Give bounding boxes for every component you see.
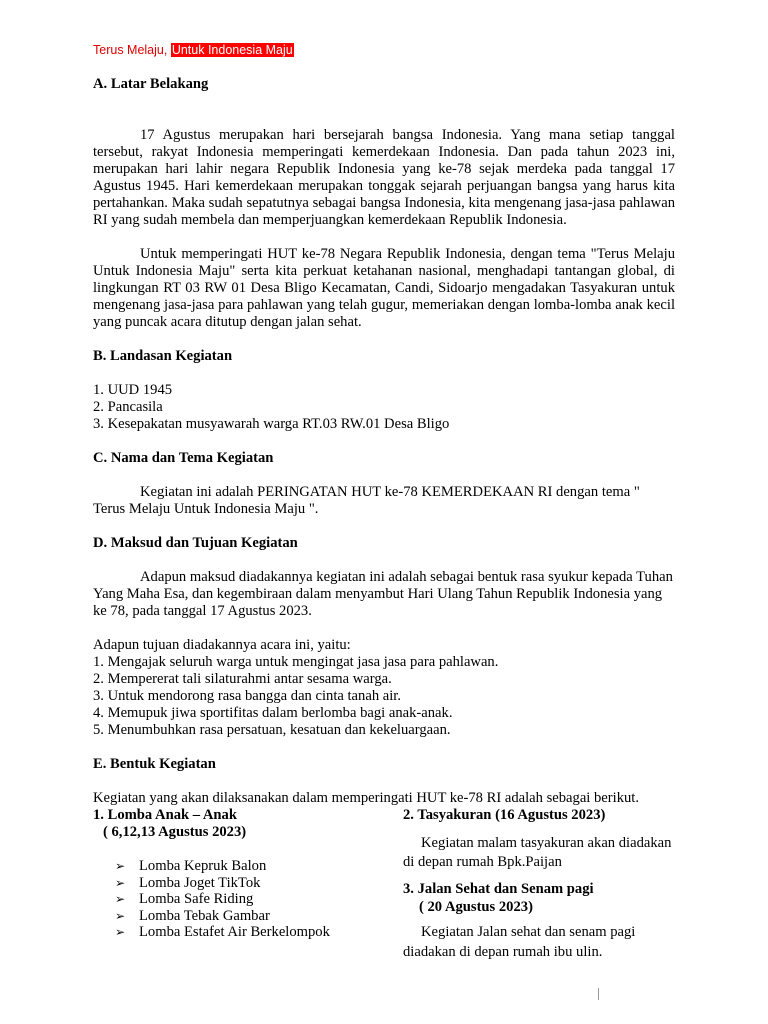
section-a-title: A. Latar Belakang xyxy=(93,76,209,92)
section-a-paragraph-2: Untuk memperingati HUT ke-78 Negara Republik Indonesia, dengan tema "Terus Melaju Untuk Indonesia Maju" serta kita perkuat ketahanan nasional, menghadapi tantangan global, di lingkungan RT 03 RW 01 Desa Bligo Kecamatan, Candi, Sidoarjo mengadakan Tasyakuran untuk mengenang jasa-jasa para pahlawan yang telah gugur, memeriakan dengan lomba-lomba anak kecil yang puncak acara ditutup dengan jalan sehat. xyxy=(93,246,675,330)
section-d-list xyxy=(93,654,675,739)
list-item: 4. Memupuk jiwa sportifitas dalam berlomba bagi anak-anak. xyxy=(93,705,453,721)
section-a-paragraph-1: 17 Agustus merupakan hari bersejarah bangsa Indonesia. Yang mana setiap tanggal tersebut, rakyat Indonesia memperingati kemerdekaan Indonesia. Dan pada tahun 2023 ini, merupakan hari lahir negara Republik Indonesia yang ke-78 sejak merdeka pada tanggal 17 Agustus 1945. Hari kemerdekaan merupakan tonggak sejarah perjuangan bangsa yang harus kita pertahankan. Maka sudah sepatutnya sebagai bangsa Indonesia, kita mengenang jasa-jasa pahlawan RI yang sudah membela dan memperjuangkan kemerdekaan Republik Indonesia. xyxy=(93,127,675,228)
list-item: ➢ Lomba Kepruk Balon xyxy=(115,858,267,874)
arrow-bullet-icon: ➢ xyxy=(115,875,126,890)
activities-columns xyxy=(93,807,675,977)
arrow-bullet-icon: ➢ xyxy=(115,892,126,906)
activity-lomba xyxy=(93,807,383,941)
list-item: ➢ Lomba Joget TikTok xyxy=(115,874,261,891)
activity-lomba-title: 1. Lomba Anak – Anak xyxy=(93,807,237,823)
section-e-intro: Kegiatan yang akan dilaksanakan dalam memperingati HUT ke-78 RI adalah sebagai berikut. xyxy=(93,790,639,806)
document-header xyxy=(93,43,294,58)
section-d-title: D. Maksud dan Tujuan Kegiatan xyxy=(93,535,298,551)
header-prefix: Terus Melaju, xyxy=(93,43,168,57)
activity-right-column xyxy=(403,807,675,962)
list-item: ➢ Lomba Tebak Gambar xyxy=(115,907,270,924)
section-c-title: C. Nama dan Tema Kegiatan xyxy=(93,450,274,466)
activity-tasyakuran-desc: Kegiatan malam tasyakuran akan diadakan di depan rumah Bpk.Paijan xyxy=(403,835,672,870)
header-highlight: Untuk Indonesia Maju xyxy=(171,43,293,57)
arrow-bullet-icon: ➢ xyxy=(115,925,126,939)
section-e-title: E. Bentuk Kegiatan xyxy=(93,756,216,772)
list-item: 2. Mempererat tali silaturahmi antar sesama warga. xyxy=(93,671,392,687)
list-item: ➢ Lomba Estafet Air Berkelompok xyxy=(115,924,330,940)
section-b-title: B. Landasan Kegiatan xyxy=(93,348,233,364)
list-item: 2. Pancasila xyxy=(93,399,163,415)
list-item: ➢ Lomba Safe Riding xyxy=(115,891,254,907)
activity-jalan-sehat-title: 3. Jalan Sehat dan Senam pagi xyxy=(403,881,594,897)
section-c-paragraph: Kegiatan ini adalah PERINGATAN HUT ke-78 KEMERDEKAAN RI dengan tema " Terus Melaju Untuk Indonesia Maju ". xyxy=(93,484,640,517)
activity-tasyakuran-title: 2. Tasyakuran (16 Agustus 2023) xyxy=(403,807,606,823)
section-d-paragraph: Adapun maksud diadakannya kegiatan ini adalah sebagai bentuk rasa syukur kepada Tuhan Yang Maha Esa, dan kegembiraan dalam menyambut Hari Ulang Tahun Republik Indonesia yang ke 78, pada tanggal 17 Agustus 2023. xyxy=(93,569,673,619)
list-item: 1. Mengajak seluruh warga untuk mengingat jasa jasa para pahlawan. xyxy=(93,654,499,670)
document-body xyxy=(93,76,675,807)
list-item: 5. Menumbuhkan rasa persatuan, kesatuan dan kekeluargaan. xyxy=(93,722,451,738)
section-b-list xyxy=(93,382,675,433)
list-item: 3. Kesepakatan musyawarah warga RT.03 RW.01 Desa Bligo xyxy=(93,416,450,432)
activity-lomba-date: ( 6,12,13 Agustus 2023) xyxy=(103,824,247,840)
lomba-list xyxy=(93,858,383,941)
arrow-bullet-icon: ➢ xyxy=(115,859,126,873)
activity-jalan-sehat-date: ( 20 Agustus 2023) xyxy=(419,899,533,915)
text-cursor xyxy=(598,988,599,1000)
activity-jalan-sehat-desc: Kegiatan Jalan sehat dan senam pagi diadakan di depan rumah ibu ulin. xyxy=(403,924,636,960)
section-d-intro: Adapun tujuan diadakannya acara ini, yaitu: xyxy=(93,637,351,653)
arrow-bullet-icon: ➢ xyxy=(115,908,126,923)
list-item: 3. Untuk mendorong rasa bangga dan cinta tanah air. xyxy=(93,688,401,704)
list-item: 1. UUD 1945 xyxy=(93,382,173,398)
